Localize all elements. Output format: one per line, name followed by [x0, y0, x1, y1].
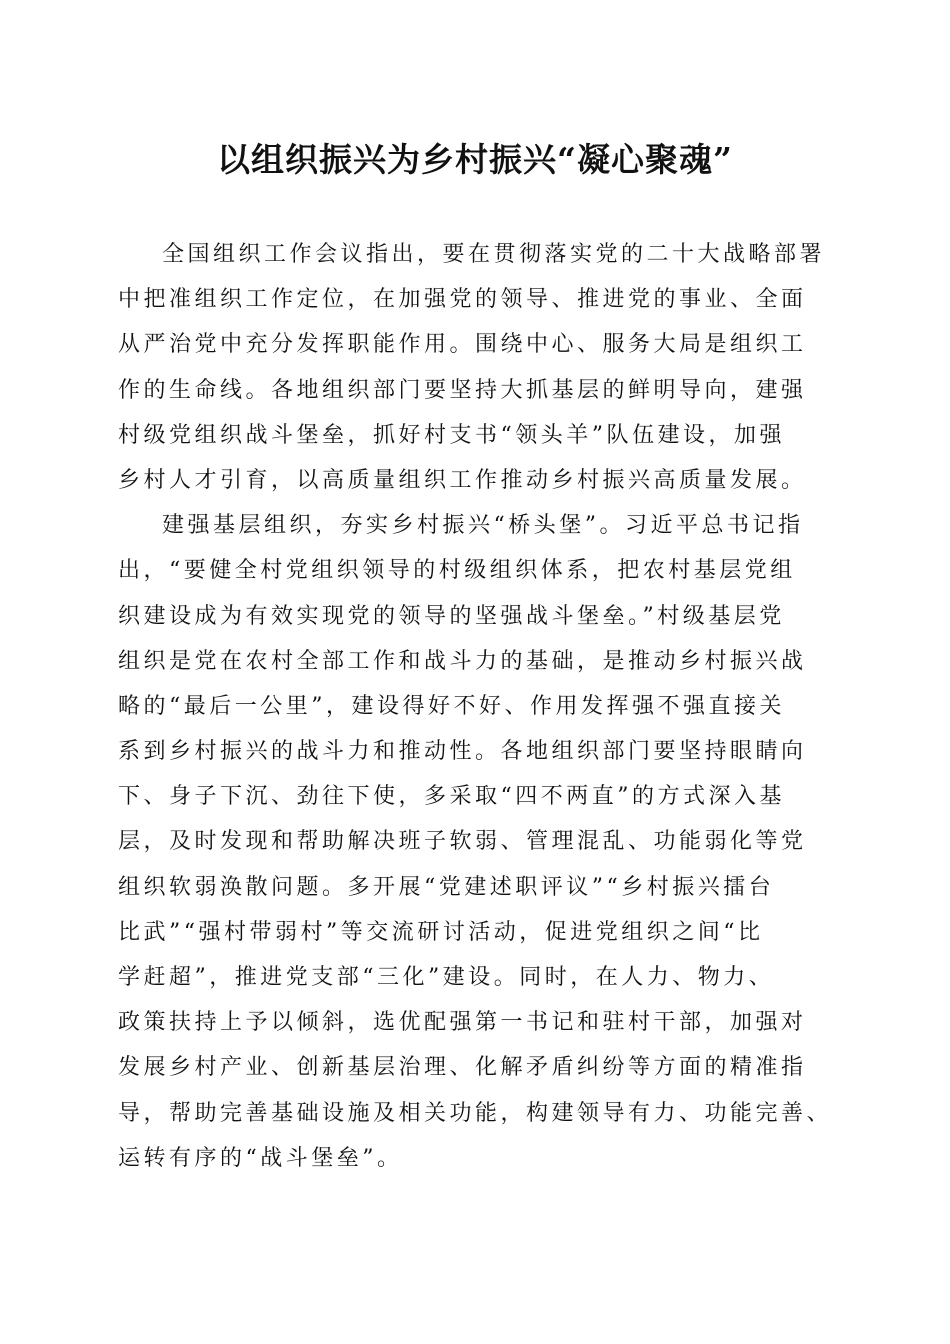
paragraph-line: 学赶超”，推进党支部“三化”建设。同时，在人力、物力、 [118, 965, 775, 990]
paragraph-line: 下、身子下沉、劲往下使，多采取“四不两直”的方式深入基 [118, 784, 785, 810]
paragraph-line: 中把准组织工作定位，在加强党的领导、推进党的事业、全面 [118, 287, 807, 313]
paragraph-line: 从严治党中充分发挥职能作用。围绕中心、服务大局是组织工 [118, 332, 807, 358]
paragraph-line: 比武”“强村带弱村”等交流研讨活动，促进党组织之间“比 [118, 919, 764, 945]
paragraph-line: 略的“最后一公里”，建设得好不好、作用发挥强不强直接关 [118, 693, 785, 719]
paragraph-2 [118, 503, 833, 1181]
paragraph-line: 系到乡村振兴的战斗力和推动性。各地组织部门要坚持眼睛向 [118, 739, 807, 765]
paragraph-line: 作的生命线。各地组织部门要坚持大抓基层的鲜明导向，建强 [118, 377, 807, 403]
paragraph-line: 导，帮助完善基础设施及相关功能，构建领导有力、功能完善、 [118, 1100, 833, 1126]
document-body [118, 232, 833, 1181]
paragraph-line: 全国组织工作会议指出，要在贯彻落实党的二十大战略部署 [162, 242, 826, 267]
paragraph-line: 建强基层组织，夯实乡村振兴“桥头堡”。习近平总书记指 [162, 513, 804, 539]
paragraph-line: 发展乡村产业、创新基层治理、化解矛盾纠纷等方面的精准指 [118, 1055, 807, 1081]
paragraph-line: 运转有序的“战斗堡垒”。 [118, 1145, 403, 1171]
document-title: 以组织振兴为乡村振兴“凝心聚魂” [217, 140, 733, 179]
paragraph-line: 政策扶持上予以倾斜，选优配强第一书记和驻村干部，加强对 [118, 1010, 807, 1036]
paragraph-line: 组织软弱涣散问题。多开展“党建述职评议”“乡村振兴擂台 [118, 874, 775, 900]
paragraph-line: 乡村人才引育，以高质量组织工作推动乡村振兴高质量发展。 [118, 467, 807, 493]
paragraph-1 [118, 232, 830, 503]
paragraph-line: 组织是党在农村全部工作和战斗力的基础，是推动乡村振兴战 [118, 648, 807, 674]
paragraph-line: 织建设成为有效实现党的领导的坚强战斗堡垒。”村级基层党 [118, 603, 785, 629]
paragraph-line: 出，“要健全村党组织领导的村级组织体系，把农村基层党组 [118, 558, 796, 584]
paragraph-line: 村级党组织战斗堡垒，抓好村支书“领头羊”队伍建设，加强 [118, 422, 785, 448]
paragraph-line: 层，及时发现和帮助解决班子软弱、管理混乱、功能弱化等党 [118, 829, 807, 855]
